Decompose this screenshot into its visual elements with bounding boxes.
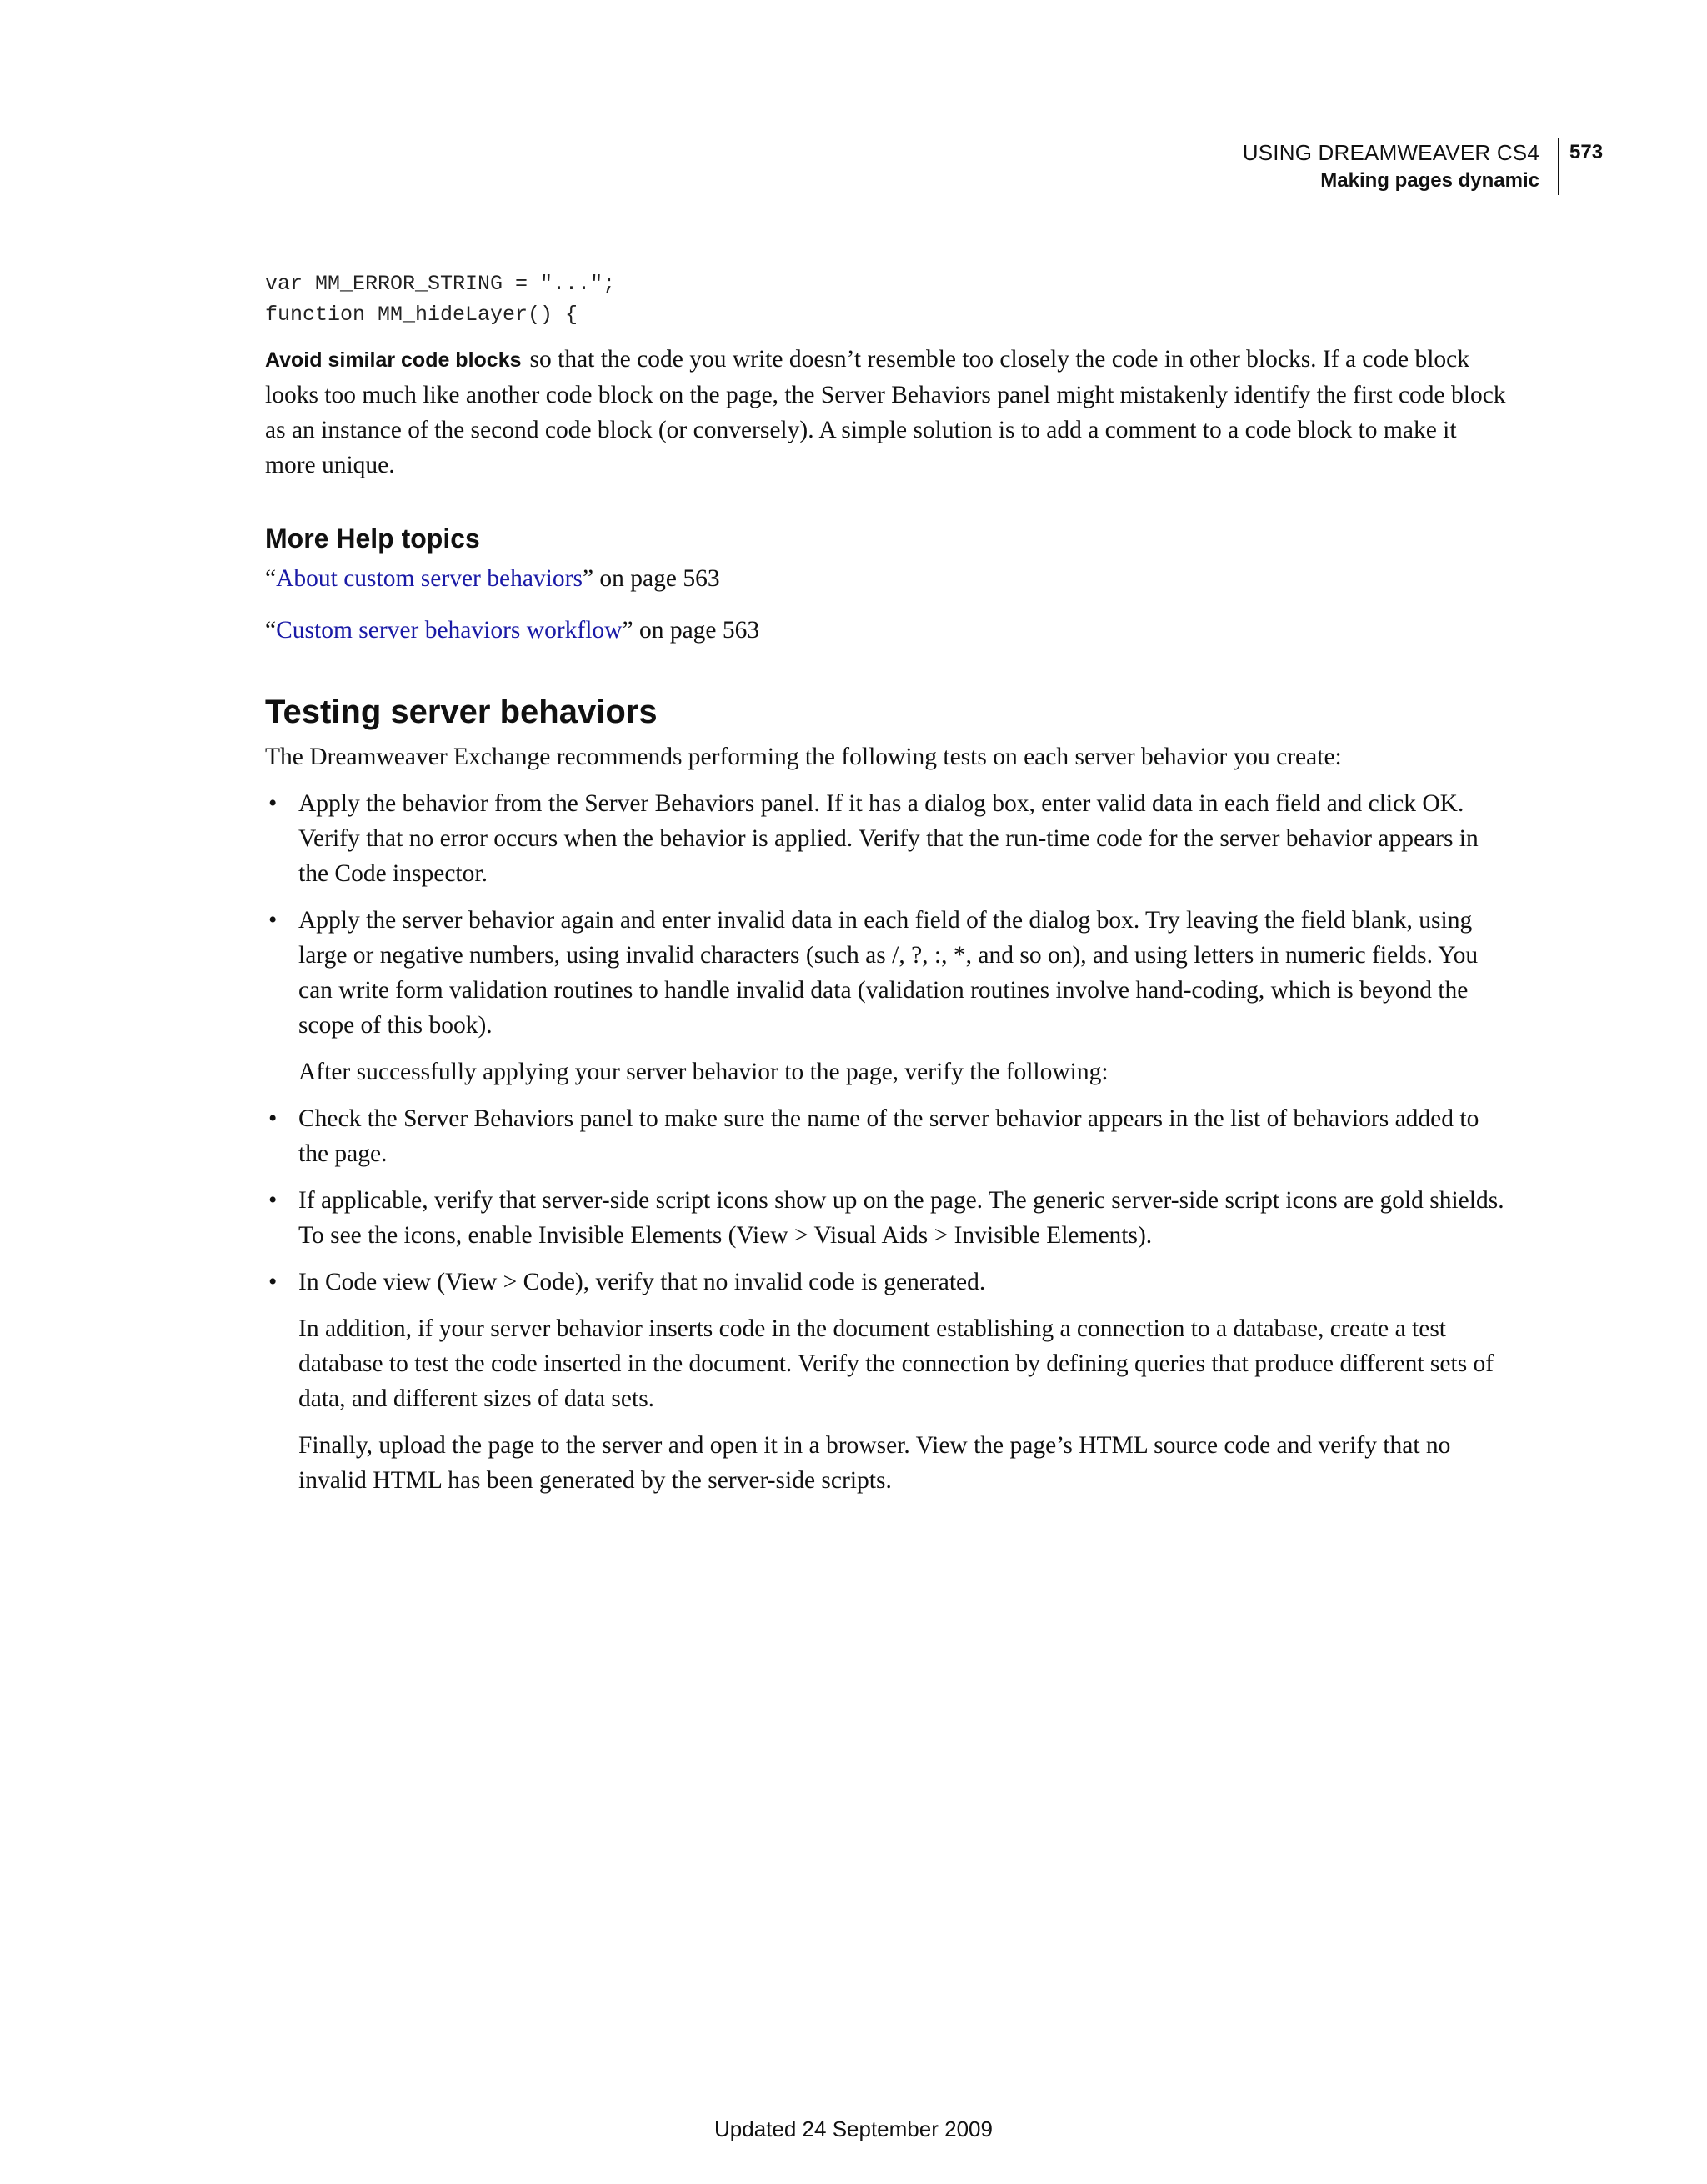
verify-list xyxy=(265,1101,1507,1300)
list-item-text: Check the Server Behaviors panel to make sure the name of the server behavior appears in the list of behaviors added to the page. xyxy=(298,1105,1479,1167)
code-line: function MM_hideLayer() { xyxy=(265,303,578,327)
book-title: USING DREAMWEAVER CS4 xyxy=(1242,140,1539,165)
page-footer: Updated 24 September 2009 xyxy=(714,2116,993,2141)
open-quote: “ xyxy=(265,565,277,592)
code-sample xyxy=(265,268,1507,330)
bullet-icon: • xyxy=(268,1105,278,1132)
list-item xyxy=(265,786,1507,891)
more-help-heading: More Help topics xyxy=(265,523,480,554)
paragraph-text: so that the code you write doesn’t resemble too closely the code in other blocks. If a code block looks too much like another code block on the page, the Server Behaviors panel might mistakenly identify the first code block as an instance of the second code block (or conversely). A simple solution is to add a comment to a code block to make it more unique. xyxy=(265,346,1506,478)
list-item xyxy=(265,1183,1507,1253)
page-reference: ” on page 563 xyxy=(622,617,760,644)
list-item-text: In Code view (View > Code), verify that no invalid code is generated. xyxy=(298,1269,986,1295)
page-content xyxy=(265,268,1507,1498)
list-item xyxy=(265,1265,1507,1300)
help-link-line xyxy=(265,561,1507,596)
section-intro: The Dreamweaver Exchange recommends performing the following tests on each server behavior you create: xyxy=(265,744,1342,770)
list-item-text: If applicable, verify that server-side script icons show up on the page. The generic server-side script icons are gold shields. To see the icons, enable Invisible Elements (View > Visual Aids > Invisible Elements). xyxy=(298,1187,1504,1249)
list-item-text: Apply the server behavior again and enter invalid data in each field of the dialog box. Try leaving the field blank, using large or negative numbers, using invalid characters (such as /, ?, :, *, and so on), and using letters in numeric fields. You can write form validation routines to handle invalid data (validation routines involve hand-coding, which is beyond the scope of this book). xyxy=(298,907,1479,1039)
run-in-heading: Avoid similar code blocks xyxy=(265,348,522,372)
page-reference: ” on page 563 xyxy=(582,565,720,592)
bullet-icon: • xyxy=(268,1187,278,1214)
section-heading: Testing server behaviors xyxy=(265,694,658,730)
bullet-icon: • xyxy=(268,790,278,817)
finally-text: Finally, upload the page to the server and open it in a browser. View the page’s HTML source code and verify that no invalid HTML has been generated by the server-side scripts. xyxy=(298,1432,1451,1494)
avoid-similar-paragraph xyxy=(265,342,1507,483)
help-link-custom-server-behaviors-workflow[interactable]: Custom server behaviors workflow xyxy=(276,617,623,644)
list-item xyxy=(265,1101,1507,1171)
page-number: 573 xyxy=(1569,141,1604,163)
list-item-text: Apply the behavior from the Server Behaviors panel. If it has a dialog box, enter valid data in each field and click OK. Verify that no error occurs when the behavior is applied. Verify that the run-time code for the server behavior appears in the Code inspector. xyxy=(298,790,1479,887)
help-link-about-custom-server-behaviors[interactable]: About custom server behaviors xyxy=(276,565,583,592)
list-item xyxy=(265,903,1507,1043)
open-quote: “ xyxy=(265,617,277,644)
code-line: var MM_ERROR_STRING = "..."; xyxy=(265,272,616,296)
running-header xyxy=(1243,138,1559,195)
chapter-title: Making pages dynamic xyxy=(1320,169,1539,192)
bullet-icon: • xyxy=(268,907,278,934)
test-list xyxy=(265,786,1507,1043)
in-addition-text: In addition, if your server behavior inserts code in the document establishing a connection to a database, create a test database to test the code inserted in the document. Verify the connection by defining queries that produce different sets of data, and different sizes of data sets. xyxy=(298,1315,1494,1412)
help-link-line xyxy=(265,613,1507,648)
bullet-icon: • xyxy=(268,1269,278,1295)
after-applying-text: After successfully applying your server behavior to the page, verify the following: xyxy=(298,1059,1109,1085)
